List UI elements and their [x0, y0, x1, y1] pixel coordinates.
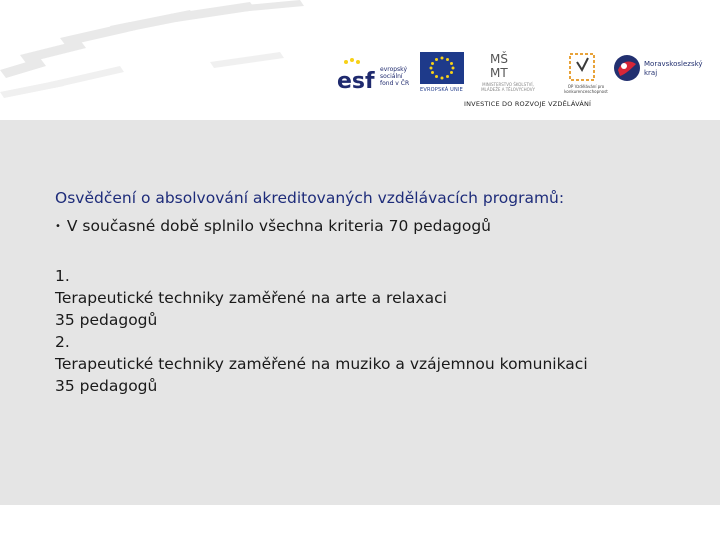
heading: Osvědčení o absolvování akreditovaných vzdělávacích programů:: [55, 189, 565, 207]
msmt-logo: [472, 50, 544, 98]
list-item: 35 pedagogů: [55, 377, 158, 395]
esf-logo: [336, 54, 416, 96]
svg-text:MT: MT: [490, 66, 508, 80]
partner-logos: [336, 50, 720, 114]
list-item: 35 pedagogů: [55, 311, 158, 329]
msmt-mark-icon: [488, 50, 518, 80]
oppvk-caption: OP Vzdělávání pro konkurenceschopnost: [564, 84, 608, 94]
list-item: 2.: [55, 333, 70, 351]
msmt-caption: MINISTERSTVO ŠKOLSTVÍ, MLÁDEŽE A TĚLOVÝCHOVY: [481, 82, 535, 92]
region-caption: Moravskoslezský kraj: [644, 60, 703, 77]
esf-mark-icon: [336, 54, 376, 96]
region-mark-icon: [612, 52, 646, 86]
eu-caption: EVROPSKÁ UNIE: [420, 87, 464, 93]
eu-logo: [420, 52, 470, 98]
esf-caption: evropský sociální fond v ČR: [380, 66, 410, 87]
bullet-item: [55, 217, 491, 235]
svg-text:esf: esf: [337, 69, 375, 94]
bullet-dot: •: [55, 221, 61, 232]
program-list: [55, 265, 588, 397]
region-logo: [612, 52, 720, 98]
bullet-text: V současné době splnilo všechna kriteria 70 pedagogů: [66, 217, 491, 235]
header-banner: [0, 0, 720, 120]
oppvk-logo: [558, 52, 608, 98]
investice-tagline: INVESTICE DO ROZVOJE VZDĚLÁVÁNÍ: [464, 100, 592, 108]
eu-flag-icon: [420, 52, 464, 84]
content-panel: [0, 120, 720, 505]
list-item: Terapeutické techniky zaměřené na arte a relaxaci: [55, 289, 447, 307]
list-item: 1.: [55, 267, 70, 285]
oppvk-mark-icon: [558, 52, 608, 84]
footer-band: [0, 505, 720, 540]
list-item: Terapeutické techniky zaměřené na muziko a vzájemnou komunikaci: [55, 355, 588, 373]
svg-text:MŠ: MŠ: [490, 52, 508, 66]
